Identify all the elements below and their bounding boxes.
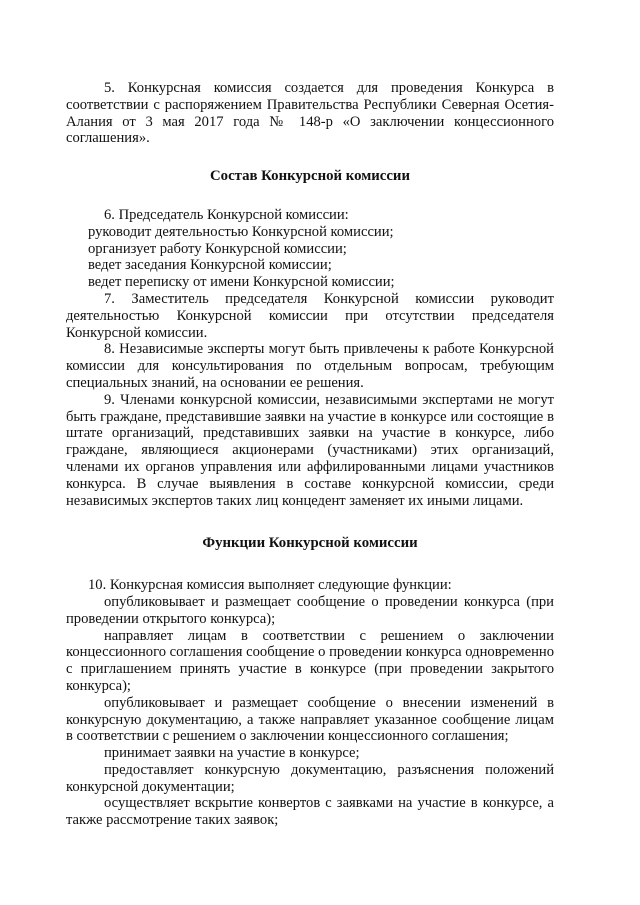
paragraph-6-item-1: руководит деятельностью Конкурсной комиссии; — [88, 223, 394, 240]
paragraph-9: 9. Членами конкурсной комиссии, независимыми экспертами не могут быть граждане, представившие заявки на участие в конкурсе или состоящие в штате организаций, представивших заявки на участие в конкурсе, либо граждане, являющиеся акционерами (участниками) этих организаций, членами их органов управления или аффилированными лицами участников конкурса. В случае выявления в составе конкурсной комиссии, среди независимых экспертов таких лиц концедент заменяет их иными лицами. — [66, 391, 554, 509]
paragraph-6-item-3: ведет заседания Конкурсной комиссии; — [88, 257, 332, 274]
paragraph-6-item-2: организует работу Конкурсной комиссии; — [88, 240, 347, 257]
paragraph-10-item-3: опубликовывает и размещает сообщение о внесении изменений в конкурсную документацию, а также направляет указанное сообщение лицам в соответствии с решением о заключении концессионного соглашения; — [66, 694, 554, 745]
document-page — [66, 80, 554, 829]
paragraph-7: 7. Заместитель председателя Конкурсной комиссии руководит деятельностью Конкурсной комиссии при отсутствии председателя Конкурсной комиссии. — [66, 290, 554, 341]
paragraph-10-item-1: опубликовывает и размещает сообщение о проведении конкурса (при проведении открытого конкурса); — [66, 593, 554, 627]
paragraph-8: 8. Независимые эксперты могут быть привлечены к работе Конкурсной комиссии для консультирования по отдельным вопросам, требующим специальных знаний, на основании ее решения. — [66, 341, 554, 391]
paragraph-6-item-4: ведет переписку от имени Конкурсной комиссии; — [88, 274, 395, 291]
paragraph-10-item-2: направляет лицам в соответствии с решением о заключении концессионного соглашения сообщение о проведении конкурса одновременно с приглашением принять участие в конкурсе (при проведении закрытого конкурса); — [66, 627, 554, 694]
paragraph-5: 5. Конкурсная комиссия создается для проведения Конкурса в соответствии с распоряжением Правительства Республики Северная Осетия-Алания от 3 мая 2017 года № 148-р «О заключении концессионного соглашения». — [66, 80, 554, 147]
paragraph-10-item-6: осуществляет вскрытие конвертов с заявками на участие в конкурсе, а также рассмотрение таких заявок; — [66, 795, 554, 829]
heading-commission-composition: Состав Конкурсной комиссии — [209, 168, 410, 185]
paragraph-10-item-5: предоставляет конкурсную документацию, разъяснения положений конкурсной документации; — [66, 761, 554, 795]
paragraph-10: 10. Конкурсная комиссия выполняет следующие функции: — [88, 577, 452, 594]
heading-commission-functions: Функции Конкурсной комиссии — [202, 535, 418, 552]
paragraph-6: 6. Председатель Конкурсной комиссии: — [104, 206, 349, 223]
paragraph-10-item-4: принимает заявки на участие в конкурсе; — [104, 745, 360, 762]
